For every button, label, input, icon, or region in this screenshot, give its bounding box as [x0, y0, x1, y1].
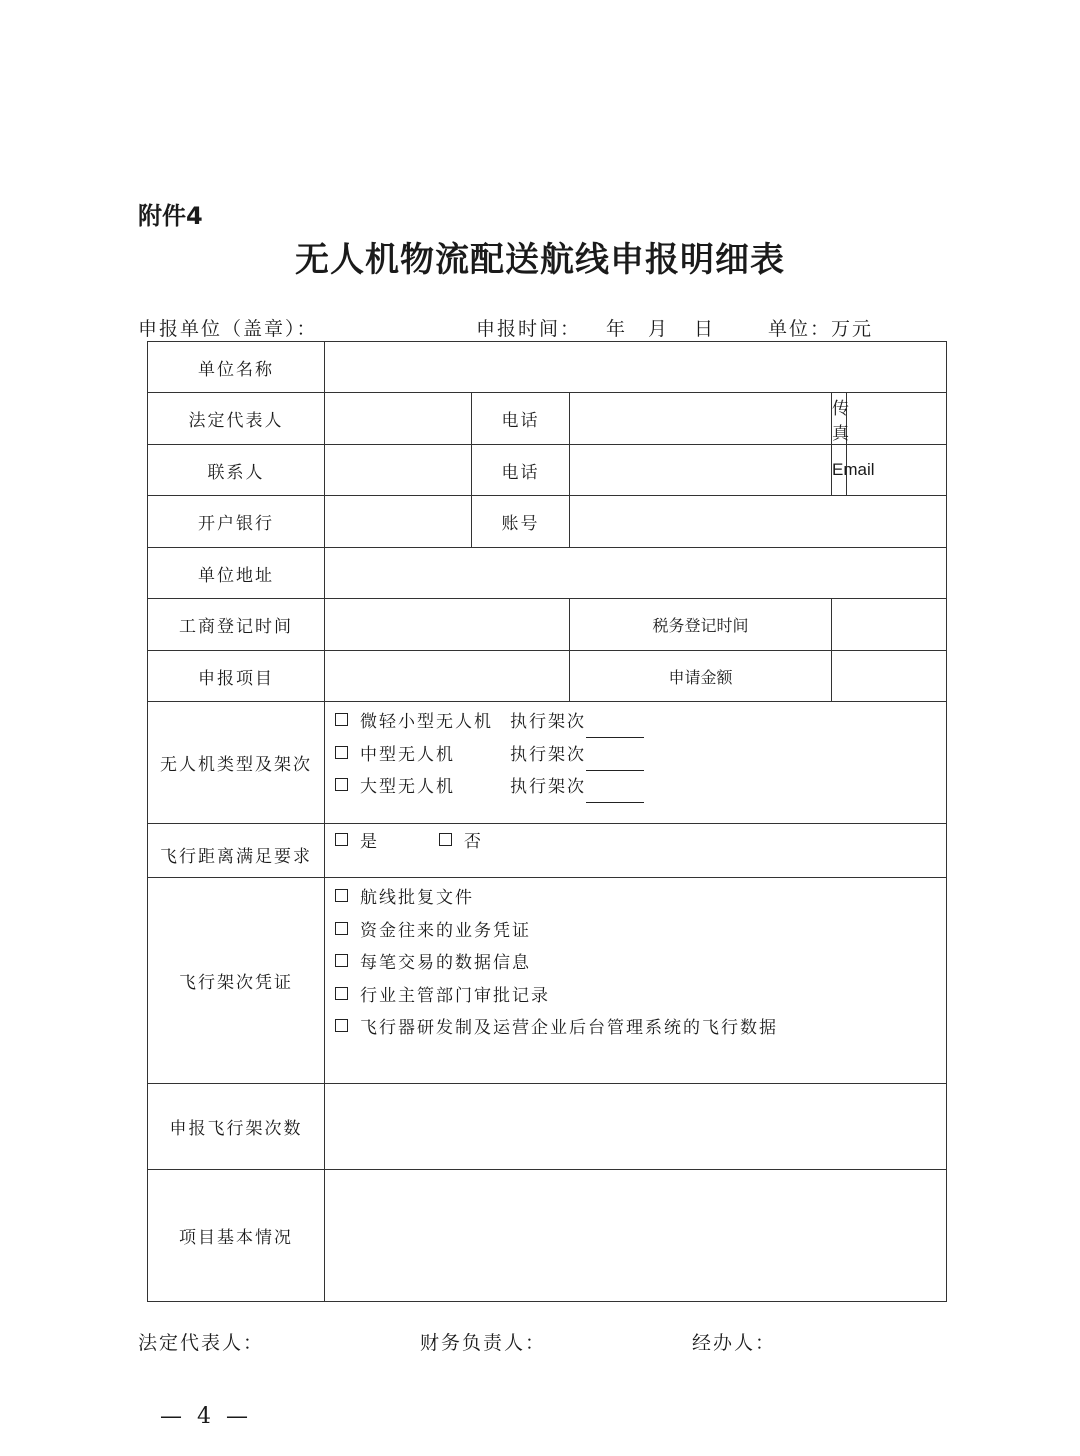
proof-option: 行业主管部门审批记录 [335, 980, 946, 1013]
handler-signature-label: 经办人： [692, 1332, 777, 1354]
exec-count-blank[interactable] [586, 752, 644, 771]
tax-reg-time-label: 税务登记时间 [570, 599, 832, 651]
checkbox[interactable] [335, 954, 348, 967]
proof-option: 每笔交易的数据信息 [335, 947, 946, 980]
exec-count-label: 执行架次 [510, 777, 586, 798]
contact-field[interactable] [325, 445, 472, 496]
report-time-label: 申报时间： [476, 318, 582, 340]
exec-count-blank[interactable] [586, 784, 644, 803]
yes-label: 是 [360, 832, 379, 852]
year-label: 年 [606, 318, 628, 340]
row-project [148, 651, 947, 702]
flight-count-label: 申报飞行架次数 [148, 1084, 325, 1170]
row-address [148, 548, 947, 599]
row-distance [148, 824, 947, 878]
exec-count-blank[interactable] [586, 719, 644, 738]
legal-rep-label: 法定代表人 [148, 393, 325, 445]
email-label: Email [832, 445, 847, 496]
distance-label: 飞行距离满足要求 [148, 824, 325, 878]
checkbox[interactable] [335, 1019, 348, 1032]
fax-label: 传真 [832, 393, 847, 445]
checkbox[interactable] [335, 987, 348, 1000]
flight-proof-options [325, 878, 947, 1084]
finance-signature-label: 财务负责人： [420, 1332, 547, 1354]
biz-reg-time-label: 工商登记时间 [148, 599, 325, 651]
row-flight-proof [148, 878, 947, 1084]
checkbox-no[interactable] [439, 833, 452, 846]
drone-type-options [325, 702, 947, 824]
fax-field[interactable] [847, 393, 947, 445]
row-legal-rep [148, 393, 947, 445]
legal-rep-field[interactable] [325, 393, 472, 445]
drone-option-medium: 中型无人机 执行架次 [335, 739, 946, 772]
flight-proof-label: 飞行架次凭证 [148, 878, 325, 1084]
attachment-label: 附件4 [138, 202, 203, 230]
unit-name-label: 单位名称 [148, 342, 325, 393]
distance-options [325, 824, 947, 878]
unit-name-field[interactable] [325, 342, 947, 393]
day-label: 日 [694, 318, 716, 340]
amount-field[interactable] [832, 651, 947, 702]
bank-field[interactable] [325, 496, 472, 548]
row-registration [148, 599, 947, 651]
row-contact [148, 445, 947, 496]
tax-reg-time-field[interactable] [832, 599, 947, 651]
month-label: 月 [648, 318, 670, 340]
project-field[interactable] [325, 651, 570, 702]
biz-reg-time-field[interactable] [325, 599, 570, 651]
application-form-table [147, 341, 947, 1302]
checkbox[interactable] [335, 922, 348, 935]
address-label: 单位地址 [148, 548, 325, 599]
proof-option: 资金往来的业务凭证 [335, 915, 946, 948]
checkbox-yes[interactable] [335, 833, 348, 846]
account-field[interactable] [570, 496, 947, 548]
project-info-label: 项目基本情况 [148, 1170, 325, 1302]
project-label: 申报项目 [148, 651, 325, 702]
form-title: 无人机物流配送航线申报明细表 [295, 240, 785, 280]
unit-seal-label: 申报单位（盖章）： [138, 318, 318, 340]
account-label: 账号 [472, 496, 570, 548]
checkbox[interactable] [335, 713, 348, 726]
row-project-info [148, 1170, 947, 1302]
currency-unit-label: 单位：万元 [768, 318, 874, 340]
exec-count-label: 执行架次 [510, 744, 586, 765]
contact-label: 联系人 [148, 445, 325, 496]
bank-label: 开户银行 [148, 496, 325, 548]
row-unit-name [148, 342, 947, 393]
checkbox[interactable] [335, 746, 348, 759]
drone-option-large: 大型无人机 执行架次 [335, 771, 946, 804]
phone-label: 电话 [472, 393, 570, 445]
contact-phone-field[interactable] [570, 445, 832, 496]
row-drone-type [148, 702, 947, 824]
row-bank [148, 496, 947, 548]
phone-field[interactable] [570, 393, 832, 445]
project-info-field[interactable] [325, 1170, 947, 1302]
row-flight-count [148, 1084, 947, 1170]
legal-rep-signature-label: 法定代表人： [138, 1332, 265, 1354]
drone-type-label: 无人机类型及架次 [148, 702, 325, 824]
no-label: 否 [464, 832, 483, 852]
flight-count-field[interactable] [325, 1084, 947, 1170]
checkbox[interactable] [335, 889, 348, 902]
address-field[interactable] [325, 548, 947, 599]
page-number: — 4 — [160, 1404, 252, 1429]
proof-option: 航线批复文件 [335, 882, 946, 915]
exec-count-label: 执行架次 [510, 712, 586, 732]
checkbox[interactable] [335, 778, 348, 791]
amount-label: 申请金额 [570, 651, 832, 702]
contact-phone-label: 电话 [472, 445, 570, 496]
drone-option-light-small: 微轻小型无人机 执行架次 [335, 706, 946, 739]
proof-option: 飞行器研发制及运营企业后台管理系统的飞行数据 [335, 1012, 946, 1045]
